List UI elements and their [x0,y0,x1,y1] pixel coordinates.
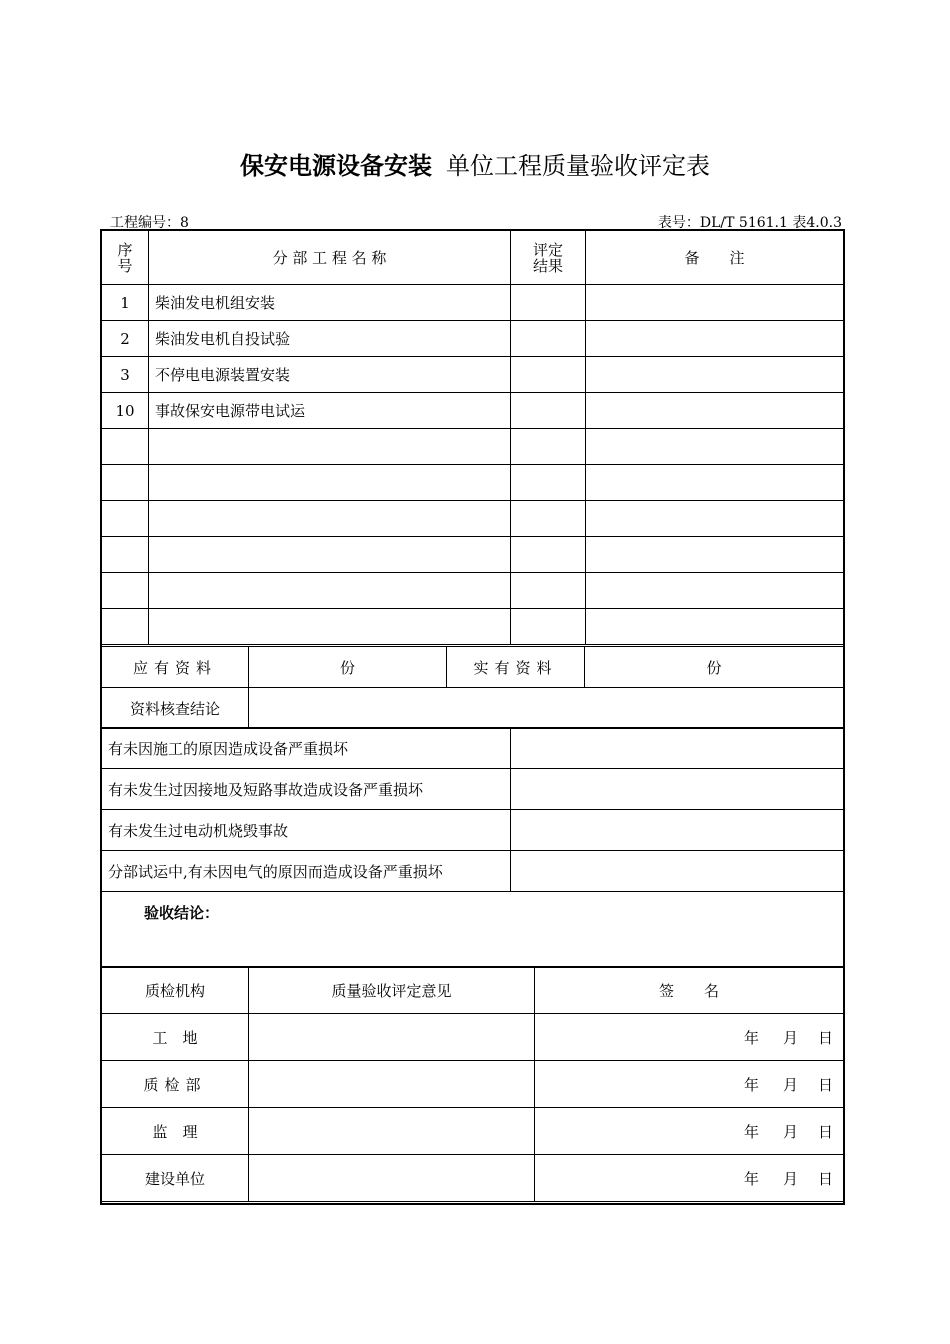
table-row [102,321,844,357]
project-number: 工程编号：8 [110,215,189,231]
row-name: 柴油发电机自投试验 [149,321,511,357]
check-value[interactable] [511,769,844,810]
table-row [102,357,844,393]
acceptance-row [102,892,844,968]
title-rest: 单位工程质量验收评定表 [446,152,710,180]
subproject-table [101,230,844,645]
actual-docs-label: 实有资料 [447,647,585,688]
opinion-cell[interactable] [249,1061,535,1108]
sign-date-cell[interactable]: 年 月 日 [535,1061,844,1108]
check-value[interactable] [511,810,844,851]
opinion-cell[interactable] [249,1155,535,1202]
documents-row [102,647,844,688]
row-seq: 10 [102,393,149,429]
table-row [102,393,844,429]
opinion-cell[interactable] [249,1014,535,1061]
signature-row [102,1155,844,1202]
signature-header-row [102,967,844,1014]
row-name: 柴油发电机组安装 [149,285,511,321]
row-seq: 3 [102,357,149,393]
check-label: 有未发生过因接地及短路事故造成设备严重损坏 [102,769,511,810]
check-row [102,851,844,892]
doc-conclusion-row [102,688,844,729]
empty-row [102,429,844,465]
acceptance-label: 验收结论： [144,904,220,922]
sign-date-cell[interactable]: 年 月 日 [535,1108,844,1155]
checks-table [101,727,844,968]
row-name: 不停电电源装置安装 [149,357,511,393]
col-name-header: 分 部 工 程 名 称 [149,231,511,285]
check-row [102,728,844,769]
sign-date-cell[interactable]: 年 月 日 [535,1014,844,1061]
table-row [102,285,844,321]
signature-row [102,1108,844,1155]
org-name: 工 地 [102,1014,249,1061]
org-name: 监 理 [102,1108,249,1155]
title-bold: 保安电源设备安装 [240,151,432,180]
col-org-header: 质检机构 [102,967,249,1014]
col-remark-header: 备 注 [586,231,844,285]
actual-docs-unit[interactable]: 份 [585,647,844,688]
row-result-cell[interactable] [511,285,586,321]
row-name: 事故保安电源带电试运 [149,393,511,429]
col-sign-header: 签 名 [535,967,844,1014]
opinion-cell[interactable] [249,1108,535,1155]
required-docs-label: 应有资料 [102,647,249,688]
required-docs-unit[interactable]: 份 [249,647,447,688]
empty-row [102,573,844,609]
row-remark-cell[interactable] [586,285,844,321]
row-result-cell[interactable] [511,321,586,357]
doc-conclusion-label: 资料核查结论 [102,688,249,729]
check-row [102,769,844,810]
check-row [102,810,844,851]
check-label: 有未因施工的原因造成设备严重损坏 [102,728,511,769]
col-seq-header: 序 号 [102,231,149,285]
org-name: 建设单位 [102,1155,249,1202]
signature-table [101,966,844,1202]
doc-conclusion-value[interactable] [249,688,844,729]
check-label: 分部试运中,有未因电气的原因而造成设备严重损坏 [102,851,511,892]
form-number: 表号：DL/T 5161.1 表4.0.3 [657,215,842,231]
row-remark-cell[interactable] [586,321,844,357]
row-remark-cell[interactable] [586,357,844,393]
row-seq: 1 [102,285,149,321]
sign-date-cell[interactable]: 年 月 日 [535,1155,844,1202]
check-value[interactable] [511,728,844,769]
form-meta [110,212,842,230]
signature-row [102,1061,844,1108]
empty-row [102,609,844,645]
page-title [0,146,950,181]
signature-row [102,1014,844,1061]
row-seq: 2 [102,321,149,357]
check-label: 有未发生过电动机烧毁事故 [102,810,511,851]
col-opinion-header: 质量验收评定意见 [249,967,535,1014]
subproject-header-row [102,231,844,285]
row-result-cell[interactable] [511,393,586,429]
empty-row [102,537,844,573]
org-name: 质检部 [102,1061,249,1108]
empty-row [102,501,844,537]
check-value[interactable] [511,851,844,892]
empty-row [102,465,844,501]
acceptance-conclusion[interactable] [102,892,844,968]
row-result-cell[interactable] [511,357,586,393]
documents-table [101,646,844,729]
row-remark-cell[interactable] [586,393,844,429]
col-result-header: 评定 结果 [511,231,586,285]
